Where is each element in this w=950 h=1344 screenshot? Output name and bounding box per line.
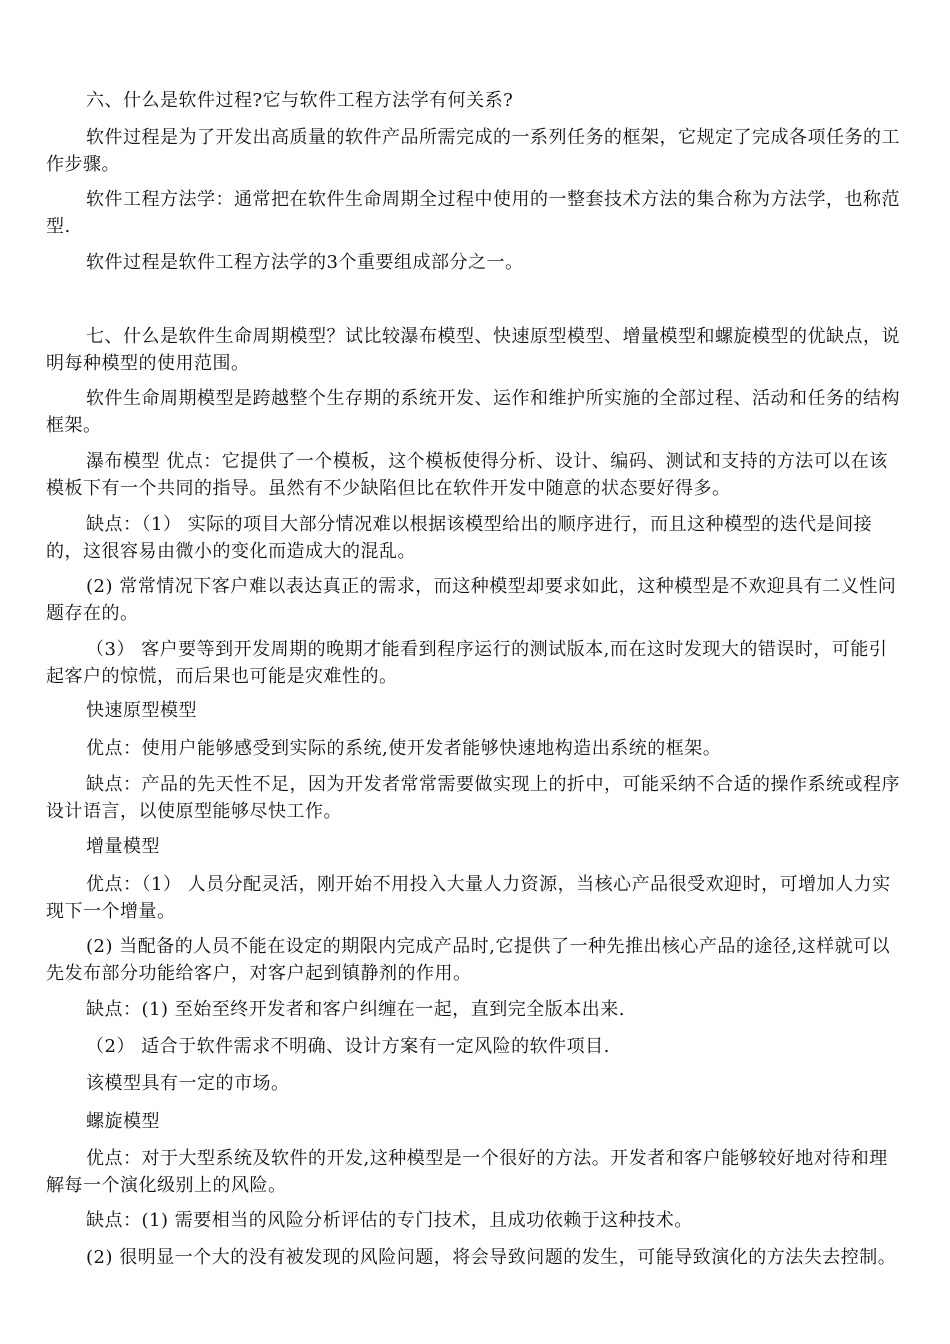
paragraph: 软件过程是为了开发出高质量的软件产品所需完成的一系列任务的框架，它规定了完成各项任务的工作步骤。 — [46, 127, 900, 175]
paragraph: (2) 很明显一个大的没有被发现的风险问题，将会导致问题的发生，可能导致演化的方法失去控制。 — [86, 1247, 897, 1268]
section-title: 螺旋模型 — [86, 1111, 160, 1132]
question-6-heading: 六、什么是软件过程?它与软件工程方法学有何关系? — [86, 90, 514, 111]
paragraph: 软件过程是软件工程方法学的3个重要组成部分之一。 — [86, 252, 524, 273]
paragraph: 该模型具有一定的市场。 — [86, 1073, 290, 1094]
paragraph: 优点：（1） 人员分配灵活，刚开始不用投入大量人力资源，当核心产品很受欢迎时，可增加人力实现下一个增量。 — [46, 874, 891, 922]
paragraph: 瀑布模型 优点：它提供了一个模板，这个模板使得分析、设计、编码、测试和支持的方法可以在该模板下有一个共同的指导。虽然有不少缺陷但比在软件开发中随意的状态要好得多。 — [46, 451, 888, 499]
section-title: 增量模型 — [86, 836, 160, 857]
paragraph: 缺点：(1) 需要相当的风险分析评估的专门技术，且成功依赖于这种技术。 — [86, 1210, 693, 1231]
paragraph: (2) 常常情况下客户难以表达真正的需求，而这种模型却要求如此，这种模型是不欢迎具有二义性问题存在的。 — [46, 576, 897, 624]
paragraph: 缺点：（1） 实际的项目大部分情况难以根据该模型给出的顺序进行，而且这种模型的迭代是间接的，这很容易由微小的变化而造成大的混乱。 — [46, 514, 873, 562]
paragraph: 缺点：(1) 至始至终开发者和客户纠缠在一起，直到完全版本出来. — [86, 999, 625, 1020]
paragraph: 缺点：产品的先天性不足，因为开发者常常需要做实现上的折中，可能采纳不合适的操作系统或程序设计语言，以使原型能够尽快工作。 — [46, 774, 900, 822]
paragraph: 软件工程方法学：通常把在软件生命周期全过程中使用的一整套技术方法的集合称为方法学，也称范型. — [46, 189, 900, 237]
paragraph: 优点：使用户能够感受到实际的系统,使开发者能够快速地构造出系统的框架。 — [86, 738, 722, 759]
paragraph: 优点：对于大型系统及软件的开发,这种模型是一个很好的方法。开发者和客户能够较好地对待和理解每一个演化级别上的风险。 — [46, 1148, 888, 1196]
section-title: 快速原型模型 — [86, 700, 197, 721]
paragraph: （3） 客户要等到开发周期的晚期才能看到程序运行的测试版本,而在这时发现大的错误时，可能引起客户的惊慌，而后果也可能是灾难性的。 — [46, 639, 888, 687]
paragraph: （2） 适合于软件需求不明确、设计方案有一定风险的软件项目. — [86, 1036, 610, 1057]
question-7-heading: 七、什么是软件生命周期模型？试比较瀑布模型、快速原型模型、增量模型和螺旋模型的优缺点，说明每种模型的使用范围。 — [46, 326, 900, 374]
paragraph: (2) 当配备的人员不能在设定的期限内完成产品时,它提供了一种先推出核心产品的途径,这样就可以先发布部分功能给客户，对客户起到镇静剂的作用。 — [46, 936, 891, 984]
paragraph: 软件生命周期模型是跨越整个生存期的系统开发、运作和维护所实施的全部过程、活动和任务的结构框架。 — [46, 388, 900, 436]
